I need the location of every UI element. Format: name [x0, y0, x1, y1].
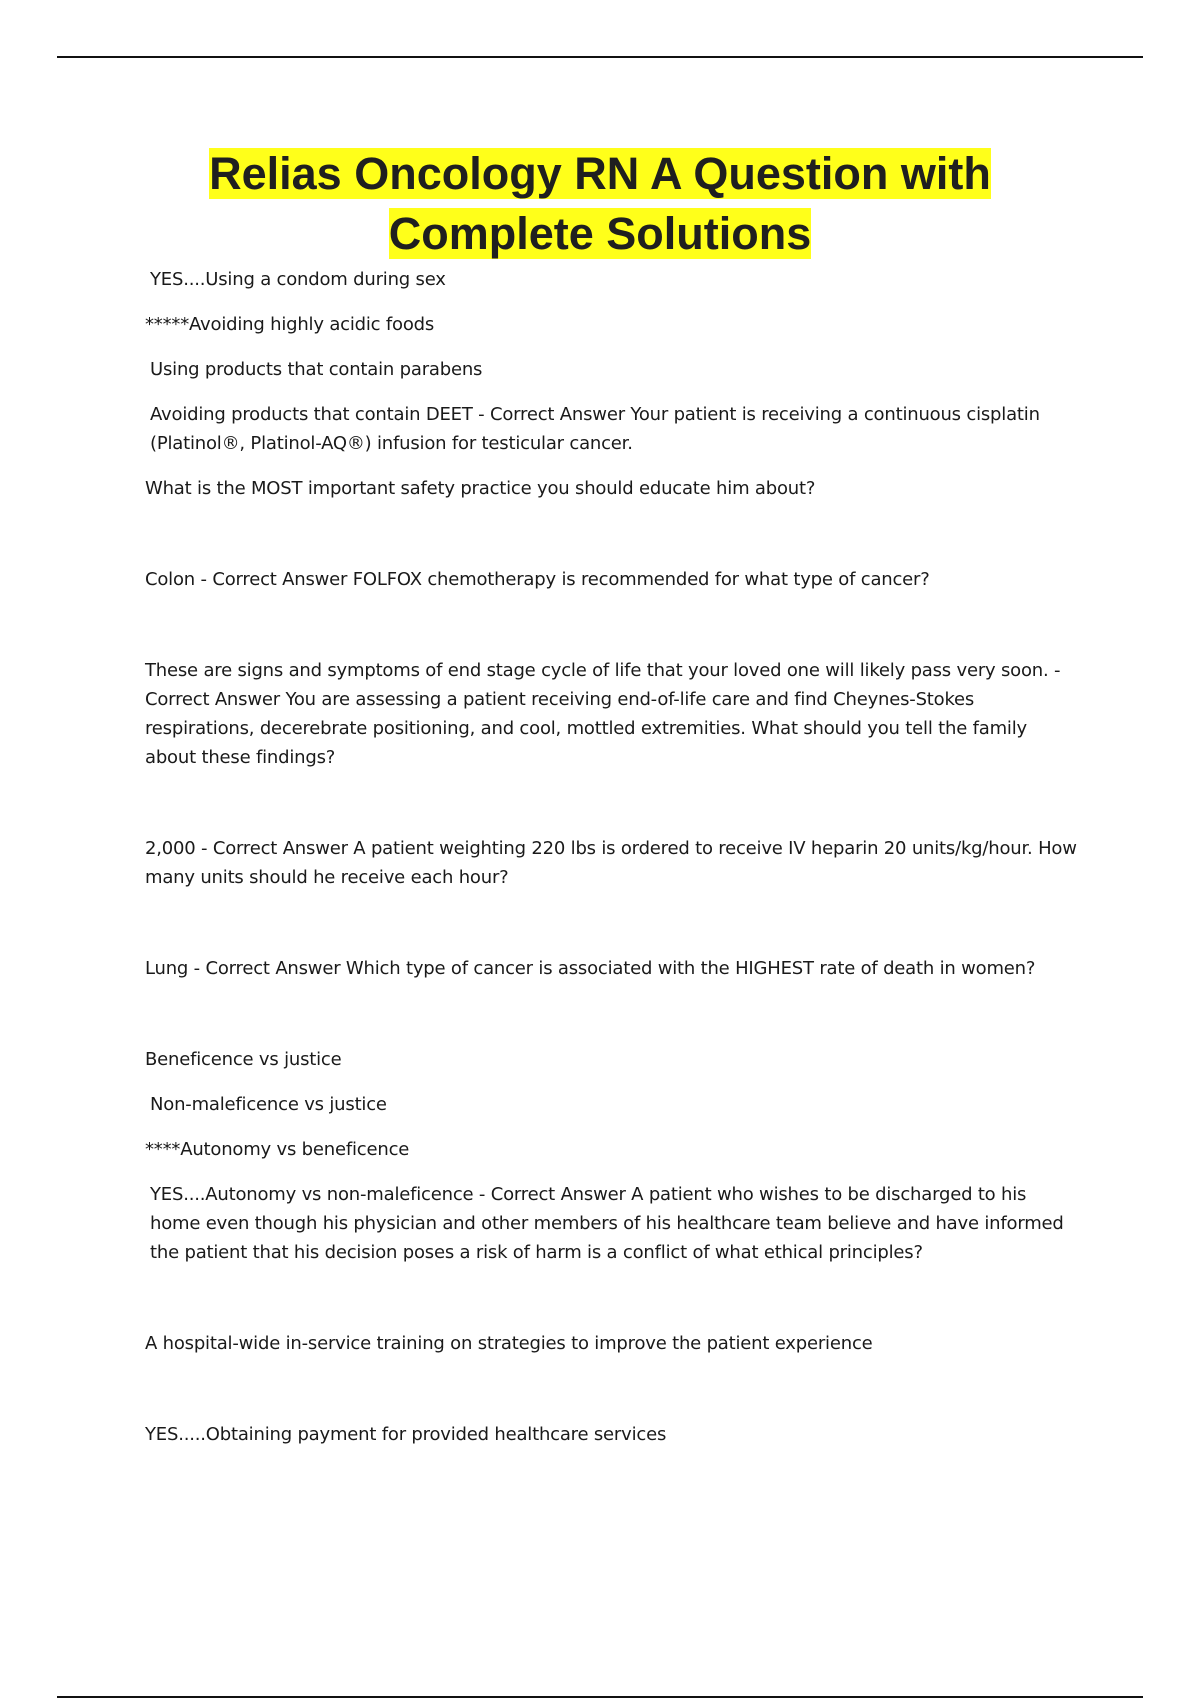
paragraph: Lung - Correct Answer Which type of cancer is associated with the HIGHEST rate of death in women? — [145, 958, 1036, 979]
document-body — [145, 265, 1080, 1449]
paragraph: Beneficence vs justice — [145, 1049, 342, 1070]
paragraph: Using products that contain parabens — [150, 359, 483, 380]
paragraph: A hospital-wide in-service training on strategies to improve the patient experience — [145, 1333, 873, 1354]
paragraph: ****Autonomy vs beneficence — [145, 1139, 410, 1160]
title-line-2: Complete Solutions — [388, 208, 812, 259]
paragraph: 2,000 - Correct Answer A patient weighting 220 lbs is ordered to receive IV heparin 20 units/kg/hour. How many units should he receive each hour? — [145, 838, 1077, 888]
title-line-1: Relias Oncology RN A Question with — [209, 148, 991, 199]
paragraph: Colon - Correct Answer FOLFOX chemotherapy is recommended for what type of cancer? — [145, 569, 930, 590]
document-title — [100, 144, 1100, 264]
paragraph: YES....Using a condom during sex — [150, 269, 446, 290]
paragraph: YES....Autonomy vs non-maleficence - Correct Answer A patient who wishes to be discharged to his home even though his physician and other members of his healthcare team believe and have informed the patient that his decision poses a risk of harm is a conflict of what ethical principles? — [150, 1184, 1064, 1263]
paragraph: Non-maleficence vs justice — [150, 1094, 387, 1115]
paragraph: Avoiding products that contain DEET - Correct Answer Your patient is receiving a continuous cisplatin (Platinol®, Platinol-AQ®) infusion for testicular cancer. — [150, 404, 1040, 454]
paragraph: What is the MOST important safety practice you should educate him about? — [145, 478, 816, 499]
top-rule — [57, 56, 1143, 58]
paragraph: YES.....Obtaining payment for provided healthcare services — [145, 1424, 667, 1445]
paragraph: These are signs and symptoms of end stage cycle of life that your loved one will likely pass very soon. - Correct Answer You are assessing a patient receiving end-of-life care and find Cheynes-Stokes respirations, decerebrate positioning, and cool, mottled extremities. What should you tell the family about these findings? — [145, 660, 1061, 768]
paragraph: *****Avoiding highly acidic foods — [145, 314, 435, 335]
bottom-rule — [57, 1696, 1143, 1698]
